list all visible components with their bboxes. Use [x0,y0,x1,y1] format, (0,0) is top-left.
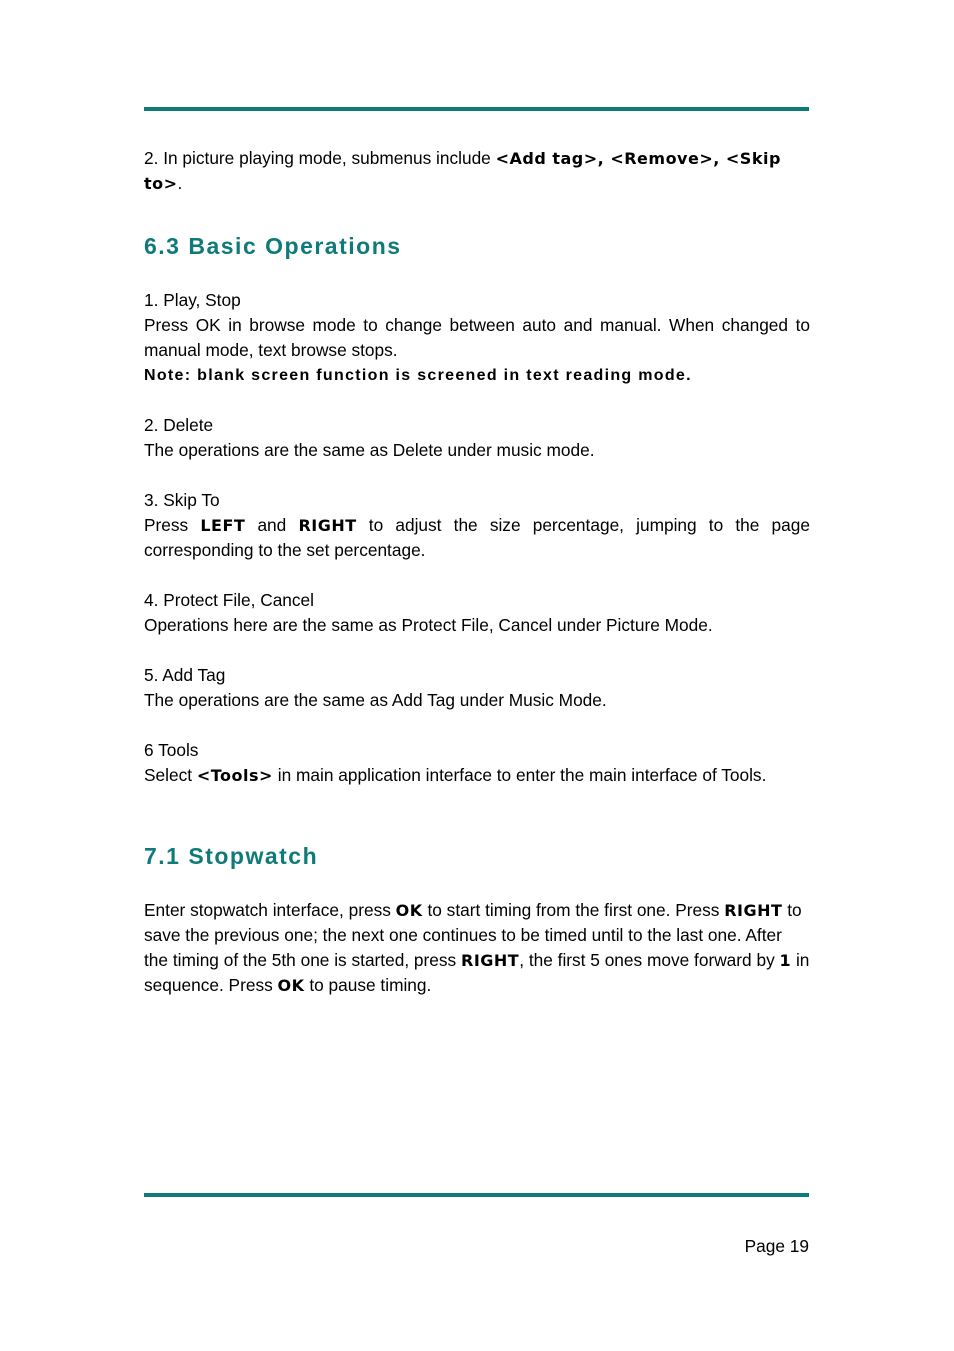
intro-text: 2. In picture playing mode, submenus include [144,148,496,168]
item-3-title: 3. Skip To [144,490,220,510]
document-body [144,146,810,998]
header-rule [144,107,809,111]
item-6-title: 6 Tools [144,740,199,760]
stopwatch-paragraph: Enter stopwatch interface, press OK to start timing from the first one. Press RIGHT to save the previous one; the next one continues to be timed until to the last one. After the timing of the 5th one is started, press RIGHT, the first 5 ones move forward by 1 in sequence. Press OK to pause timing. [144,900,810,995]
intro-suffix: . [177,173,183,193]
item-3-text: Press LEFT and RIGHT to adjust the size percentage, jumping to the page corresponding to the set percentage. [144,515,810,560]
key-left: LEFT [200,516,246,535]
item-1-note: Note: blank screen function is screened in text reading mode. [144,367,692,384]
key-ok: OK [395,901,423,920]
item-2-text: The operations are the same as Delete under music mode. [144,440,595,460]
key-right: RIGHT [461,951,520,970]
key-right: RIGHT [298,516,357,535]
item-1-text: Press OK in browse mode to change between auto and manual. When changed to manual mode, text browse stops. [144,315,810,360]
intro-submenus: <Add tag>, <Remove>, <Skip to> [144,149,781,193]
footer-rule [144,1193,809,1197]
step-number: 1 [779,951,792,970]
item-2-title: 2. Delete [144,415,214,435]
item-4-title: 4. Protect File, Cancel [144,590,315,610]
item-5-title: 5. Add Tag [144,665,226,685]
item-4-text: Operations here are the same as Protect File, Cancel under Picture Mode. [144,615,713,635]
page-number: Page 19 [744,1236,809,1256]
item-5-text: The operations are the same as Add Tag under Music Mode. [144,690,607,710]
key-ok: OK [277,976,305,995]
section-heading-6-3: 6.3 Basic Operations [144,233,402,259]
item-1-title: 1. Play, Stop [144,290,241,310]
tools-keyword: <Tools> [196,766,273,785]
key-right: RIGHT [724,901,783,920]
intro-paragraph [144,146,810,196]
item-6-text: Select <Tools> in main application interface to enter the main interface of Tools. [144,765,767,785]
section-heading-7-1: 7.1 Stopwatch [144,843,319,869]
